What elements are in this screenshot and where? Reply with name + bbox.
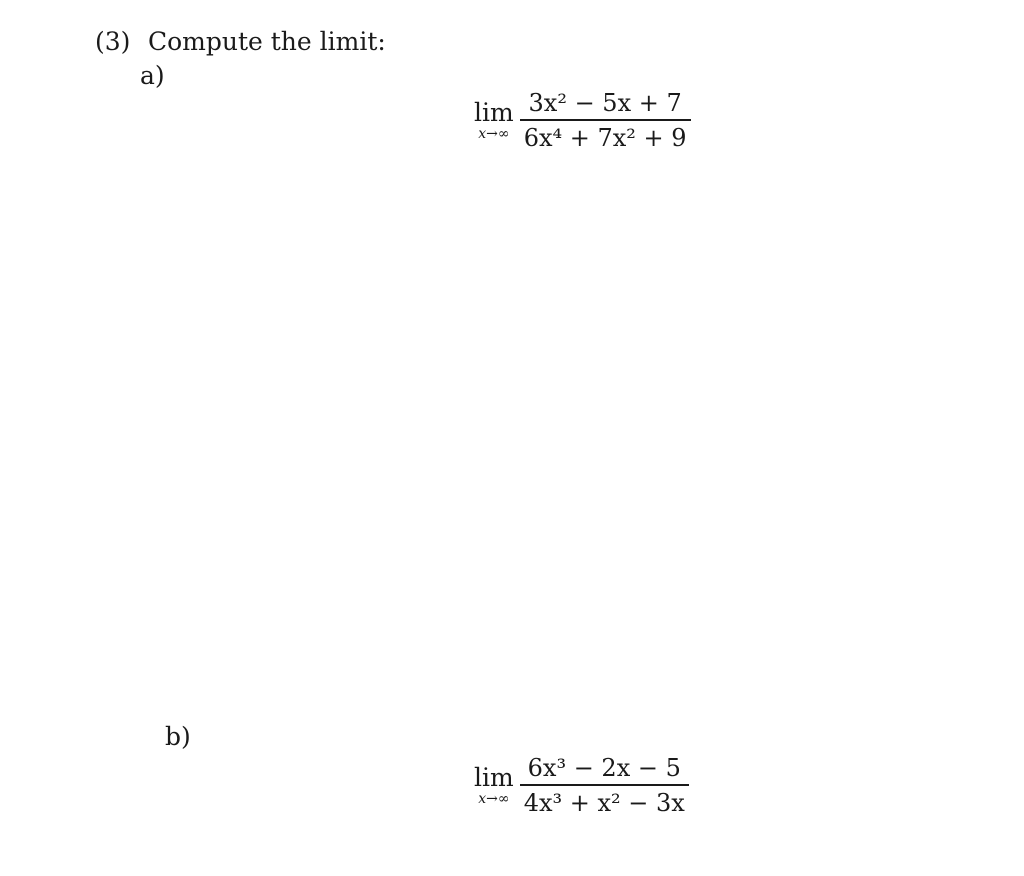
limit-operator-b (474, 764, 514, 806)
lim-word-b: lim (474, 763, 514, 793)
limit-expression-b (474, 753, 689, 818)
fraction-bar-b (520, 784, 689, 786)
limit-operator-a (474, 99, 514, 141)
numerator-b: 6x³ − 2x − 5 (527, 754, 681, 782)
fraction-b (520, 753, 689, 818)
limit-expression-a (474, 88, 691, 153)
problem-number: (3) (95, 27, 131, 56)
numerator-a: 3x² − 5x + 7 (528, 89, 682, 117)
lim-word-a: lim (474, 98, 514, 128)
denominator-a: 6x⁴ + 7x² + 9 (523, 123, 687, 152)
lim-subscript-a: x→∞ (478, 126, 510, 143)
problem-instruction: Compute the limit: (147, 27, 386, 56)
fraction-bar-a (520, 119, 691, 121)
lim-subscript-b: x→∞ (478, 791, 510, 808)
part-a-label: a) (140, 61, 165, 90)
problem-header (95, 24, 386, 60)
denominator-b: 4x³ + x² − 3x (523, 788, 685, 817)
fraction-a (520, 88, 691, 153)
part-b-label: b) (165, 722, 191, 751)
